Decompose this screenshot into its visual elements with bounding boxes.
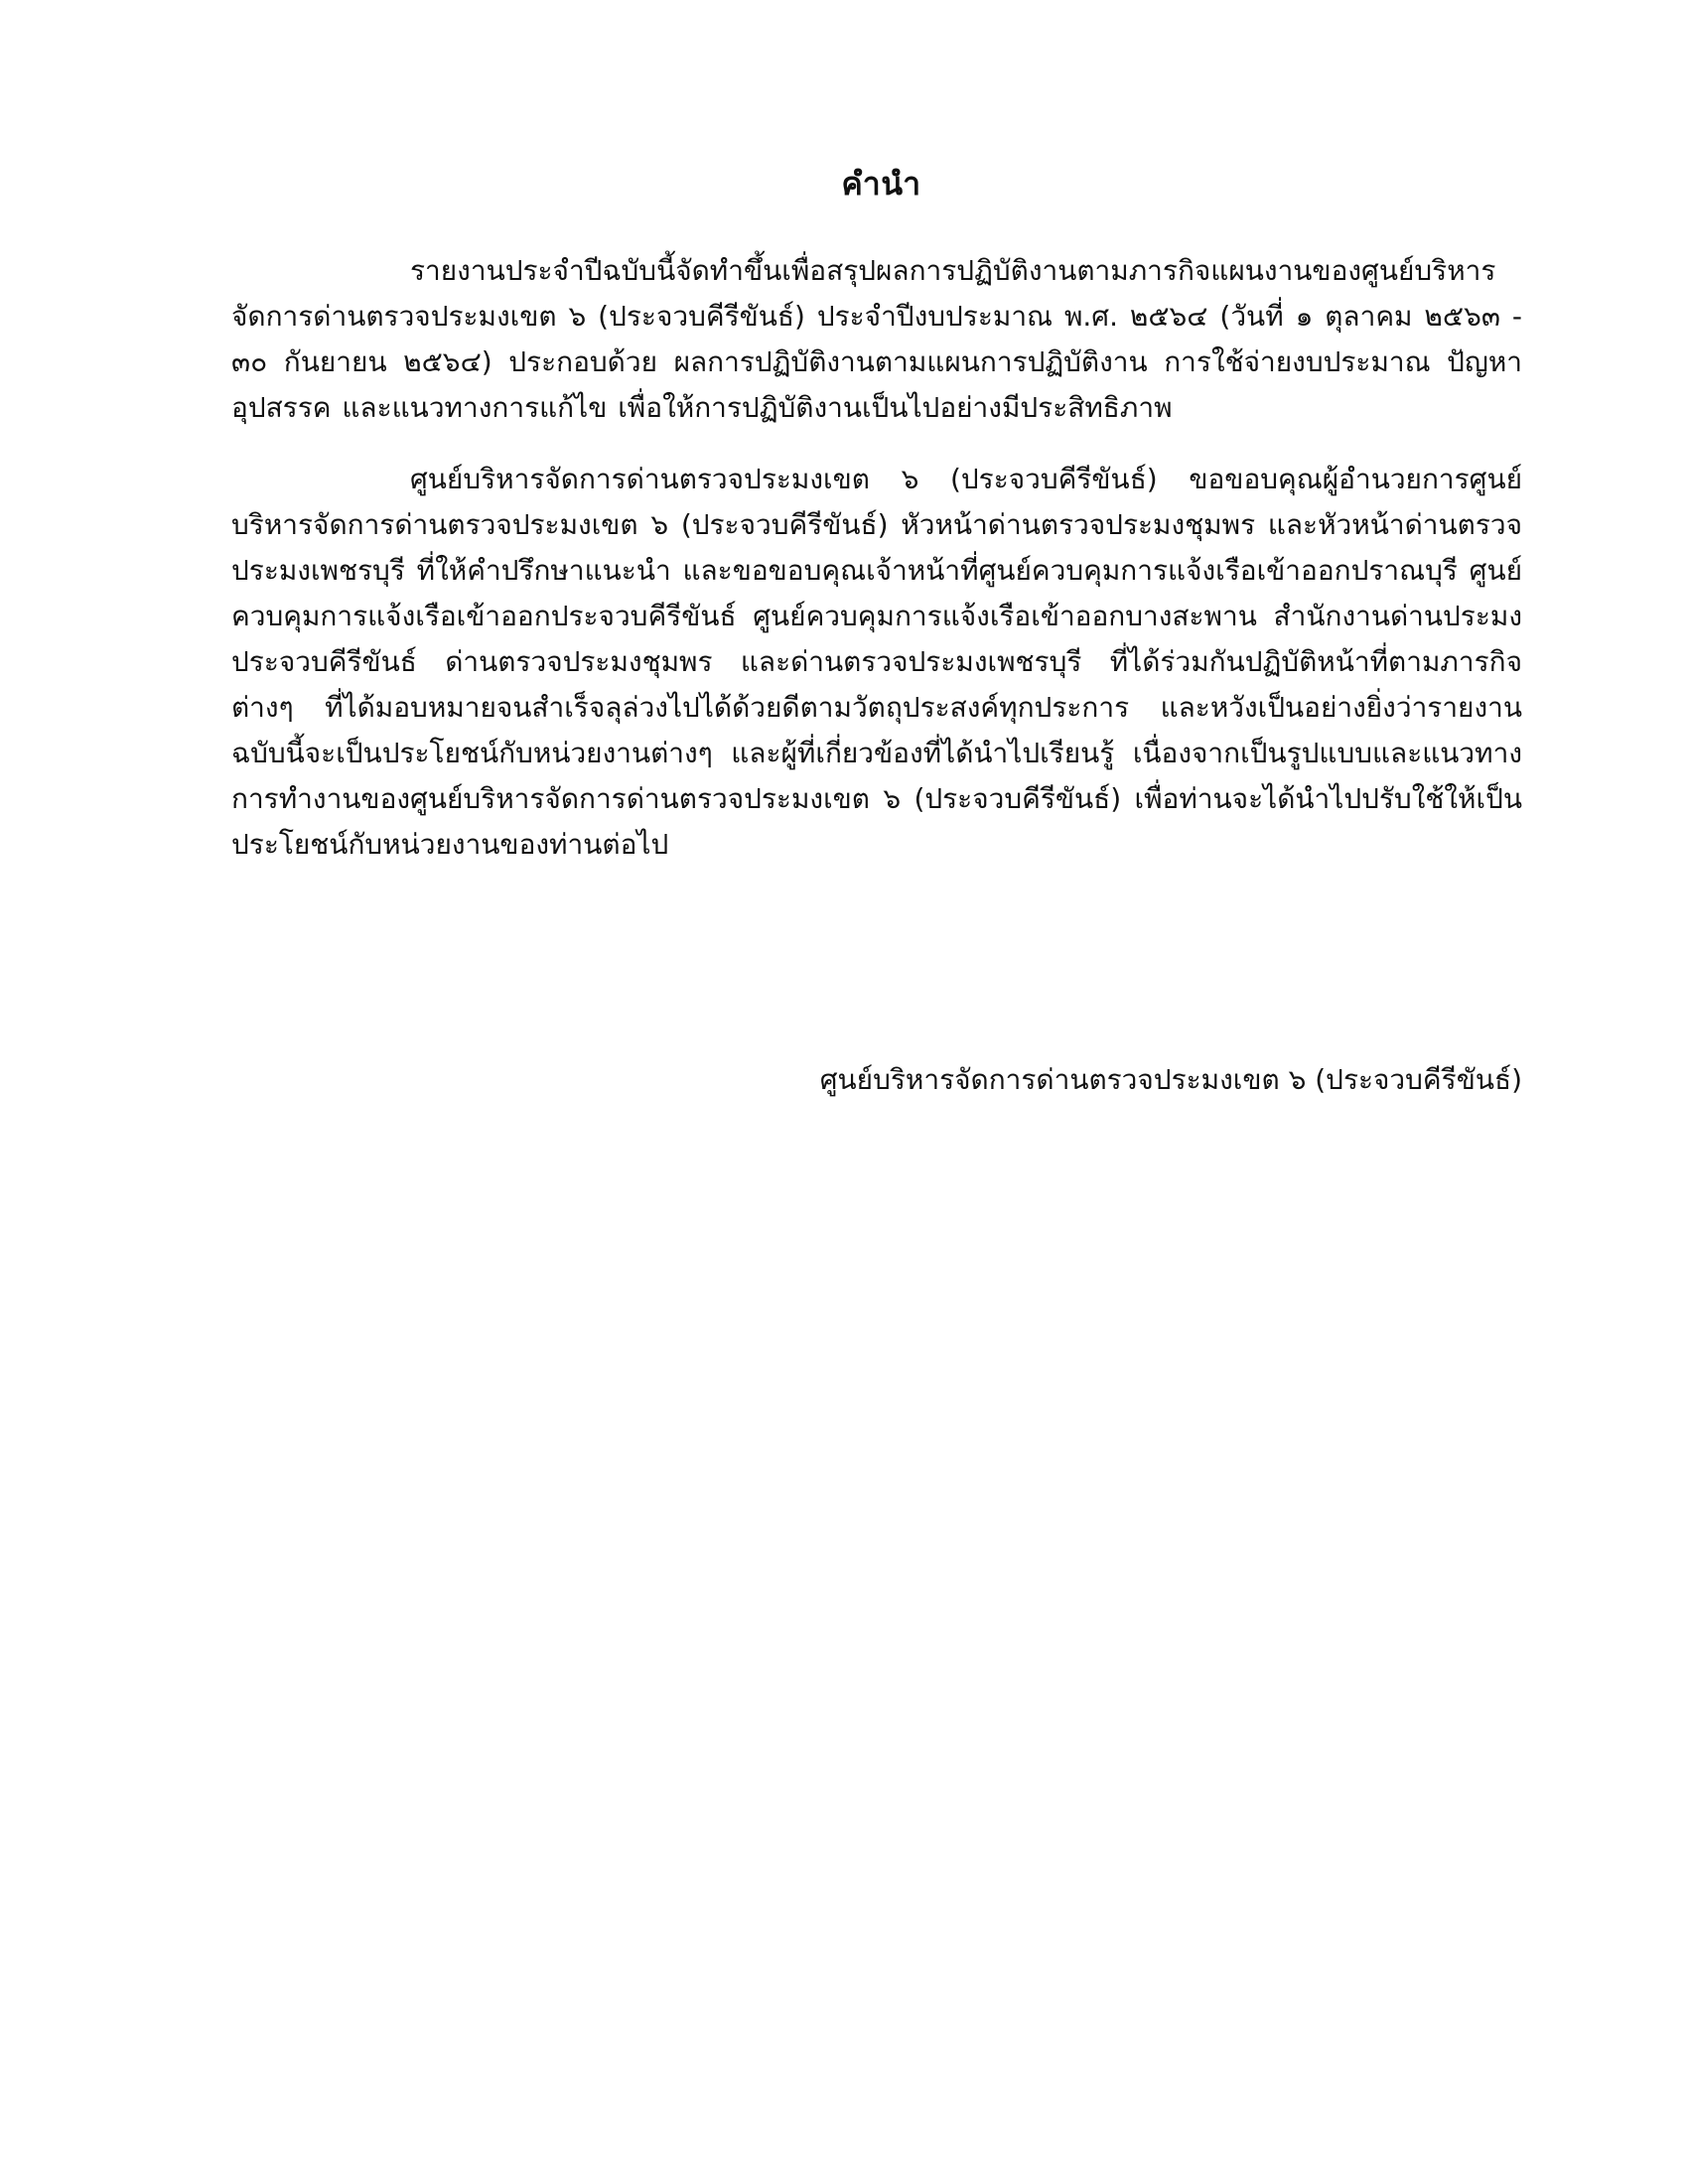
page-title: คำนำ [841,165,921,203]
document-body [231,248,1522,893]
paragraph-acknowledgement: ศูนย์บริหารจัดการด่านตรวจประมงเขต ๖ (ประจวบคีรีขันธ์) ขอขอบคุณผู้อำนวยการศูนย์บริหารจัดการด่านตรวจประมงเขต ๖ (ประจวบคีรีขันธ์) หัวหน้าด่านตรวจประมงชุมพร และหัวหน้าด่านตรวจประมงเพชรบุรี ที่ให้คำปรึกษาแนะนำ และขอขอบคุณเจ้าหน้าที่ศูนย์ควบคุมการแจ้งเรือเข้าออกปราณบุรี ศูนย์ควบคุมการแจ้งเรือเข้าออกประจวบคีรีขันธ์ ศูนย์ควบคุมการแจ้งเรือเข้าออกบางสะพาน สำนักงานด่านประมงประจวบคีรีขันธ์ ด่านตรวจประมงชุมพร และด่านตรวจประมงเพชรบุรี ที่ได้ร่วมกันปฏิบัติหน้าที่ตามภารกิจต่างๆ ที่ได้มอบหมายจนสำเร็จลุล่วงไปได้ด้วยดีตามวัตถุประสงค์ทุกประการ และหวังเป็นอย่างยิ่งว่ารายงานฉบับนี้จะเป็นประโยชน์กับหน่วยงานต่างๆ และผู้ที่เกี่ยวข้องที่ได้นำไปเรียนรู้ เนื่องจากเป็นรูปแบบและแนวทางการทำงานของศูนย์บริหารจัดการด่านตรวจประมงเขต ๖ (ประจวบคีรีขันธ์) เพื่อท่านจะได้นำไปปรับใช้ให้เป็นประโยชน์กับหน่วยงานของท่านต่อไป [231,463,1522,861]
paragraph-intro: รายงานประจำปีฉบับนี้จัดทำขึ้นเพื่อสรุปผลการปฏิบัติงานตามภารกิจแผนงานของศูนย์บริหารจัดการด่านตรวจประมงเขต ๖ (ประจวบคีรีขันธ์) ประจำปีงบประมาณ พ.ศ. ๒๕๖๔ (วันที่ ๑ ตุลาคม ๒๕๖๓ - ๓๐ กันยายน ๒๕๖๔) ประกอบด้วย ผลการปฏิบัติงานตามแผนการปฏิบัติงาน การใช้จ่ายงบประมาณ ปัญหาอุปสรรค และแนวทางการแก้ไข เพื่อให้การปฏิบัติงานเป็นไปอย่างมีประสิทธิภาพ [231,254,1522,424]
signature-line: ศูนย์บริหารจัดการด่านตรวจประมงเขต ๖ (ประจวบคีรีขันธ์) [819,1063,1522,1096]
